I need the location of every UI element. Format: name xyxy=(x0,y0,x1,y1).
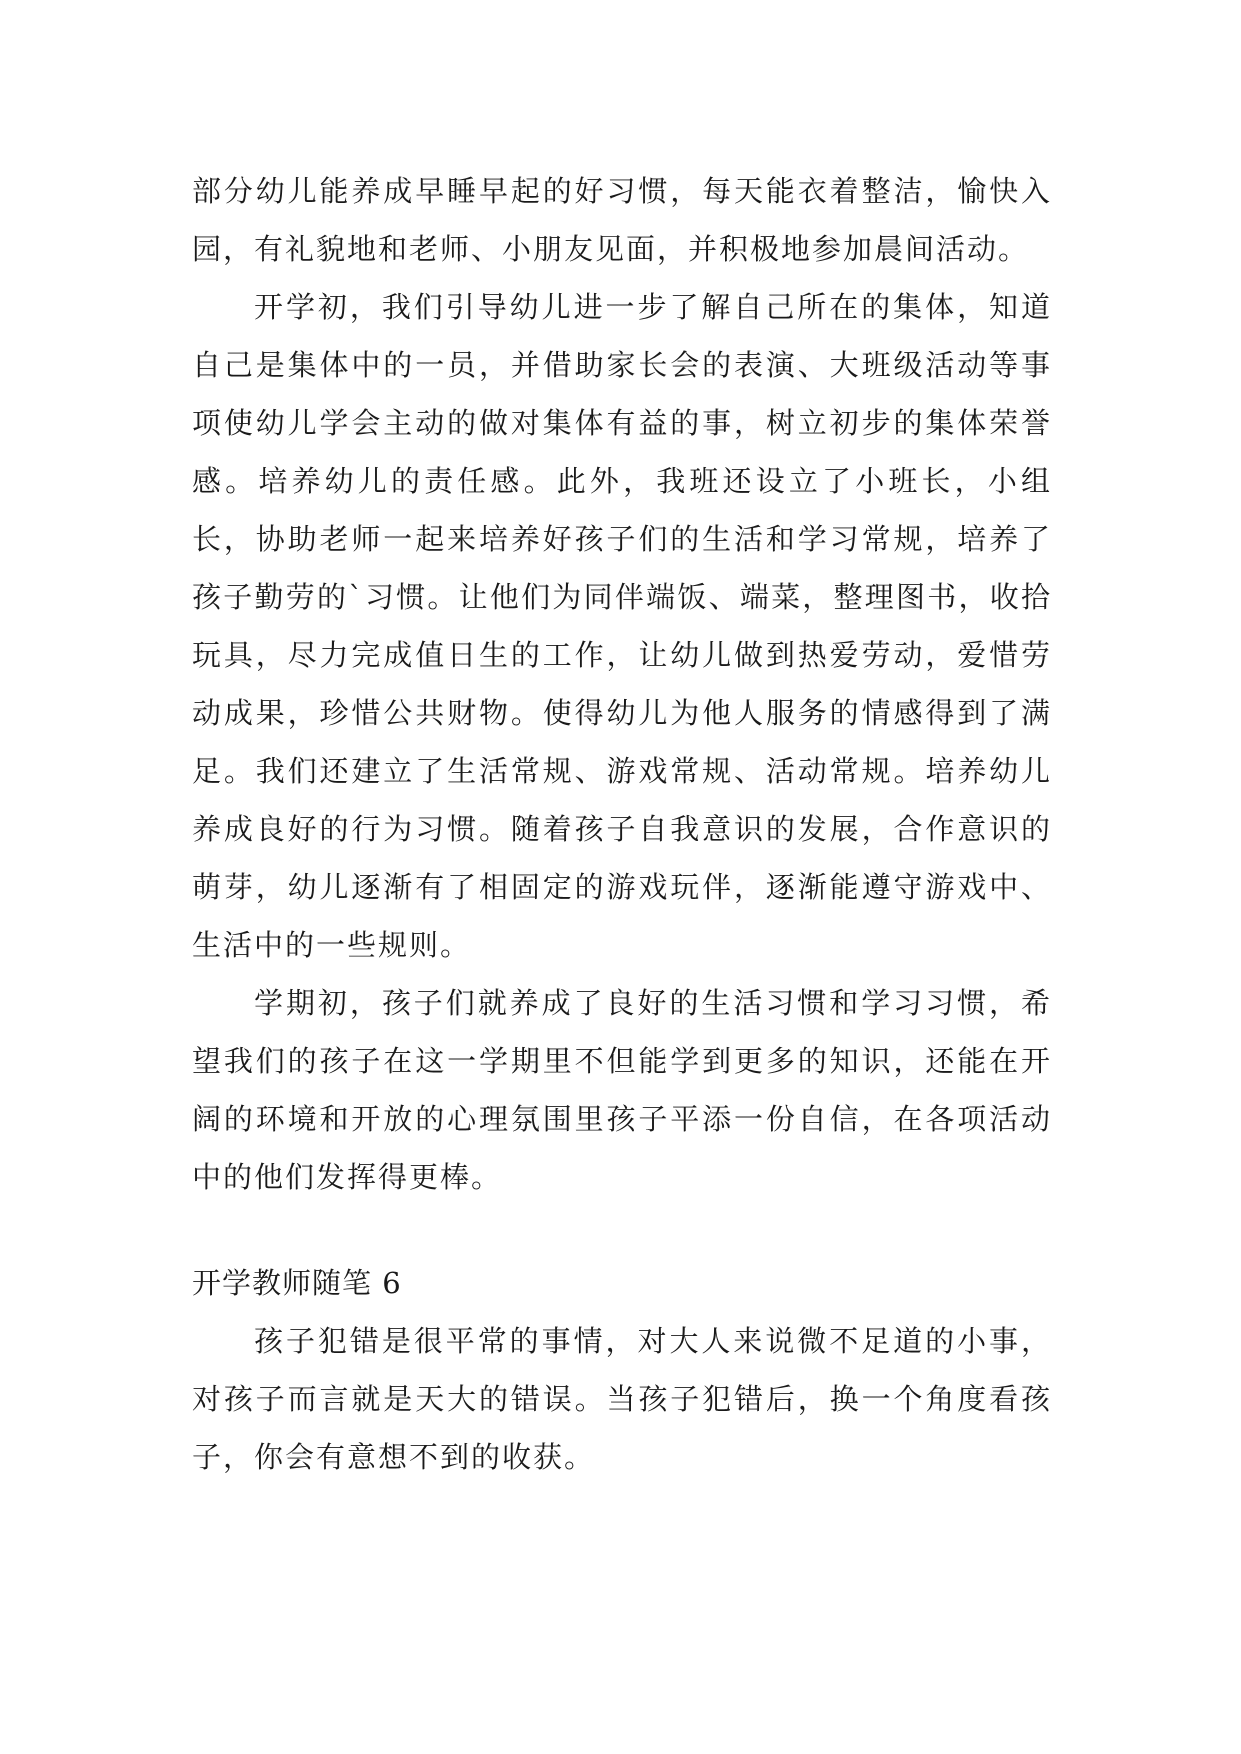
paragraph-collective-awareness: 开学初，我们引导幼儿进一步了解自己所在的集体，知道自己是集体中的一员，并借助家长会的表演、大班级活动等事项使幼儿学会主动的做对集体有益的事，树立初步的集体荣誉感。培养幼儿的责任感。此外，我班还设立了小班长，小组长，协助老师一起来培养好孩子们的生活和学习常规，培养了孩子勤劳的`习惯。让他们为同伴端饭、端菜，整理图书，收拾玩具，尽力完成值日生的工作，让幼儿做到热爱劳动，爱惜劳动成果，珍惜公共财物。使得幼儿为他人服务的情感得到了满足。我们还建立了生活常规、游戏常规、活动常规。培养幼儿养成良好的行为习惯。随着孩子自我意识的发展，合作意识的萌芽，幼儿逐渐有了相固定的游戏玩伴，逐渐能遵守游戏中、生活中的一些规则。 xyxy=(192,290,1052,962)
document-body xyxy=(192,162,1052,1486)
paragraph-children-mistakes: 孩子犯错是很平常的事情，对大人来说微不足道的小事，对孩子而言就是天大的错误。当孩子犯错后，换一个角度看孩子，你会有意想不到的收获。 xyxy=(192,1324,1052,1474)
paragraph-morning-habits: 部分幼儿能养成早睡早起的好习惯，每天能衣着整洁，愉快入园，有礼貌地和老师、小朋友见面，并积极地参加晨间活动。 xyxy=(192,174,1052,266)
paragraph-semester-start: 学期初，孩子们就养成了良好的生活习惯和学习习惯，希望我们的孩子在这一学期里不但能学到更多的知识，还能在开阔的环境和开放的心理氛围里孩子平添一份自信，在各项活动中的他们发挥得更棒。 xyxy=(192,986,1052,1194)
section-heading: 开学教师随笔 6 xyxy=(192,1266,402,1300)
